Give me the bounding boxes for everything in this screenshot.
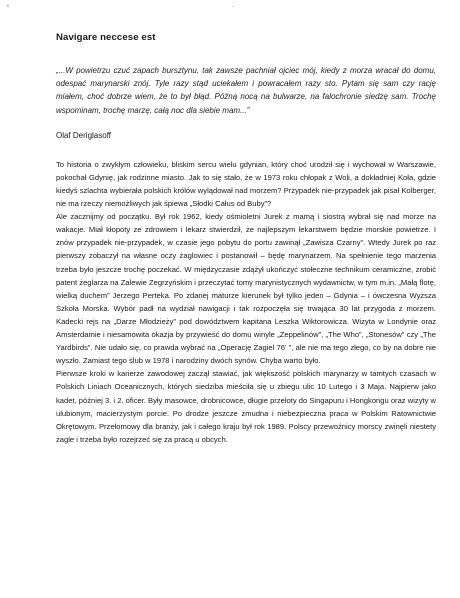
paragraph-2: Ale zacznijmy od początku. Był rok 1962, kiedy ośmioletni Jurek z mamą i siostrą wybrał się nad morze na wakacje. Miał kłopoty ze zdrowiem i lekarz stwierdził, że najlepszym lekarstwem będzie morskie powietrze. I znów przypadek nie-przypadek, w czasie jego pobytu do portu zawinął „Zawisza Czarny”. Wtedy Jurek po raz pierwszy zobaczył na własne oczy żaglowiec i postanowił – będę marynarzem. Na spełnienie tego marzenia trzeba było jeszcze trochę poczekać. W międzyczasie zdążył ukończyć stołeczne technikum ceramiczne, zrobić patent żeglarza na Zalewie Zegrzyńskim i przeczytać tomy marynistycznych wydawnictw, w tym m.in. „Małą flotę, wielką duchem” Jerzego Perteka. Po zdanej maturze kierunek był tylko jeden – Gdynia – i ówczesna Wyższa Szkoła Morska. Wybór padł na wydział nawigacji i tak rozpoczęła się trwająca 30 lat przygoda z morzem. Kadecki rejs na „Darze Młodzieży” pod dowództwem kapitana Leszka Wiktorowicza. Wizyta w Londynie oraz Amsterdamie i niesamowita okazja by przywieść do domu winyle „Zeppelinów”, „The Who”, „Stonesów” czy „The Yardbirds”. Nie udało się, co prawda wybrać na „Operację Żagiel 76' ”, ale nie ma tego złego, co by na dobre nie wyszło. Zamiast tego ślub w 1978 i narodziny dwóch synów. Chyba warto było. <box>56 212 436 366</box>
quote-author: Olaf Deriglasoff <box>56 130 111 140</box>
document-body <box>56 158 436 446</box>
paragraph-3: Pierwsze kroki w karierze zawodowej zaczął stawiać, jak większość polskich marynarzy w tamtych czasach w Polskich Liniach Oceanicznych, których siedziba mieściła się u zbiegu ulic 10 Lutego i 3 Maja. Najpierw jako kadet, później 3. i 2. oficer. Były masowce, drobnicowce, długie przeloty do Singapuru i Hongkongu oraz wizyty w ulubionym, macierzystym porcie. Po drodze jeszcze żmudna i niebezpieczna praca w Polskim Ratownictwie Okrętowym. Przełomowy dla branży, jak i całego kraju był rok 1989. Polscy przewoźnicy morscy zwinęli niestety żagle i trzeba było rozejrzeć się za pracą u obcych. <box>56 369 436 444</box>
document-title: Navigare neccese est <box>56 32 156 43</box>
scan-mark-center: - <box>232 4 234 10</box>
opening-quote: „...W powietrzu czuć zapach bursztynu, tak zawsze pachniał ojciec mój, kiedy z morza wracał do domu, odespać marynarski znój. Tyle razy stąd uciekałem i powracałem razy sto. Pytam się sam czy rację miałem, choć dobrze wiem, że to był błąd. Późną nocą na bulwarze, na falochronie siedzę sam. Trochę wspominam, trochę marzę, całą noc dla siebie mam...” <box>56 66 436 115</box>
scan-mark-left: × <box>6 4 10 10</box>
document-page <box>56 32 436 446</box>
paragraph-1: To historia o zwykłym człowieku, bliskim sercu wielu gdynian, który choć urodził się i wychował w Warszawie, pokochał Gdynię, jak rodzinne miasto. Jak to się stało, że w 1973 roku chłopak z Woli, a dokładniej Koła, gdzie kiedyś szlachta wybierała polskich królów wylądował nad morzem? Przypadek nie-przypadek jak pisał Kolberger, nie ma rzeczy niemożliwych jak śpiewa „Słodki Całus od Buby”? <box>56 159 436 209</box>
